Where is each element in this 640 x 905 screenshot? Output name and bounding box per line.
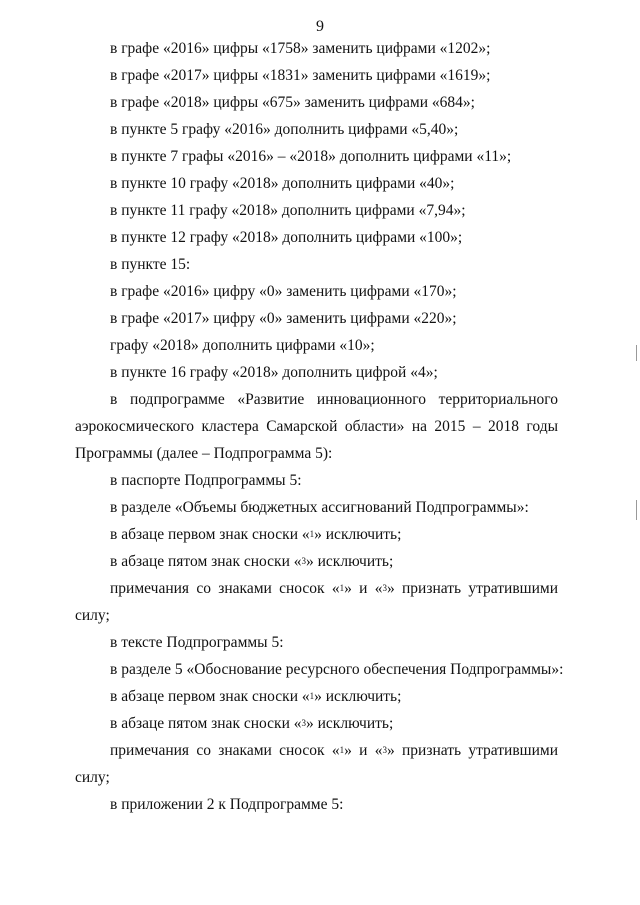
text-line: в паспорте Подпрограммы 5: [110, 472, 302, 489]
scan-mark [636, 500, 637, 520]
text-line: в графе «2016» цифры «1758» заменить цифрами «1202»; [110, 40, 491, 57]
paragraph-line: Программы (далее – Подпрограмма 5): [75, 445, 333, 462]
paragraph-line: аэрокосмического кластера Самарской области» на 2015 – 2018 годы [75, 418, 558, 435]
paragraph-line: силу; [75, 607, 110, 624]
text-line: в графе «2018» цифры «675» заменить цифрами «684»; [110, 94, 475, 111]
footnote-line: в абзаце пятом знак сноски «$^3$» исключить; [110, 715, 394, 732]
text-line: в разделе «Объемы бюджетных ассигнований Подпрограммы»: [110, 499, 529, 516]
text-line: в пункте 15: [110, 256, 191, 273]
text-line: в приложении 2 к Подпрограмме 5: [110, 796, 344, 813]
page-number: 9 [316, 18, 324, 35]
footnote-line: в абзаце пятом знак сноски «$^3$» исключить; [110, 553, 394, 570]
paragraph-line: примечания со знаками сносок «$^1$» и «$^3$» признать утратившими [110, 580, 559, 597]
paragraph-line: силу; [75, 769, 110, 786]
scan-mark [636, 345, 637, 361]
text-line: в разделе 5 «Обоснование ресурсного обеспечения Подпрограммы»: [110, 661, 564, 678]
footnote-line: в абзаце первом знак сноски «$^1$» исключить; [110, 688, 402, 705]
text-line: в графе «2017» цифру «0» заменить цифрами «220»; [110, 310, 457, 327]
footnote-line: в абзаце первом знак сноски «$^1$» исключить; [110, 526, 402, 543]
text-line: в пункте 16 графу «2018» дополнить цифрой «4»; [110, 364, 438, 381]
text-line: в пункте 12 графу «2018» дополнить цифрами «100»; [110, 229, 463, 246]
text-line: в пункте 10 графу «2018» дополнить цифрами «40»; [110, 175, 455, 192]
text-line: в пункте 11 графу «2018» дополнить цифрами «7,94»; [110, 202, 466, 219]
paragraph-line: примечания со знаками сносок «$^1$» и «$^3$» признать утратившими [110, 742, 559, 759]
paragraph-line: в подпрограмме «Развитие инновационного территориального [110, 391, 558, 408]
text-line: графу «2018» дополнить цифрами «10»; [110, 337, 375, 354]
text-line: в графе «2016» цифру «0» заменить цифрами «170»; [110, 283, 457, 300]
text-line: в тексте Подпрограммы 5: [110, 634, 284, 651]
text-line: в графе «2017» цифры «1831» заменить цифрами «1619»; [110, 67, 491, 84]
text-line: в пункте 7 графы «2016» – «2018» дополнить цифрами «11»; [110, 148, 512, 165]
text-line: в пункте 5 графу «2016» дополнить цифрами «5,40»; [110, 121, 459, 138]
